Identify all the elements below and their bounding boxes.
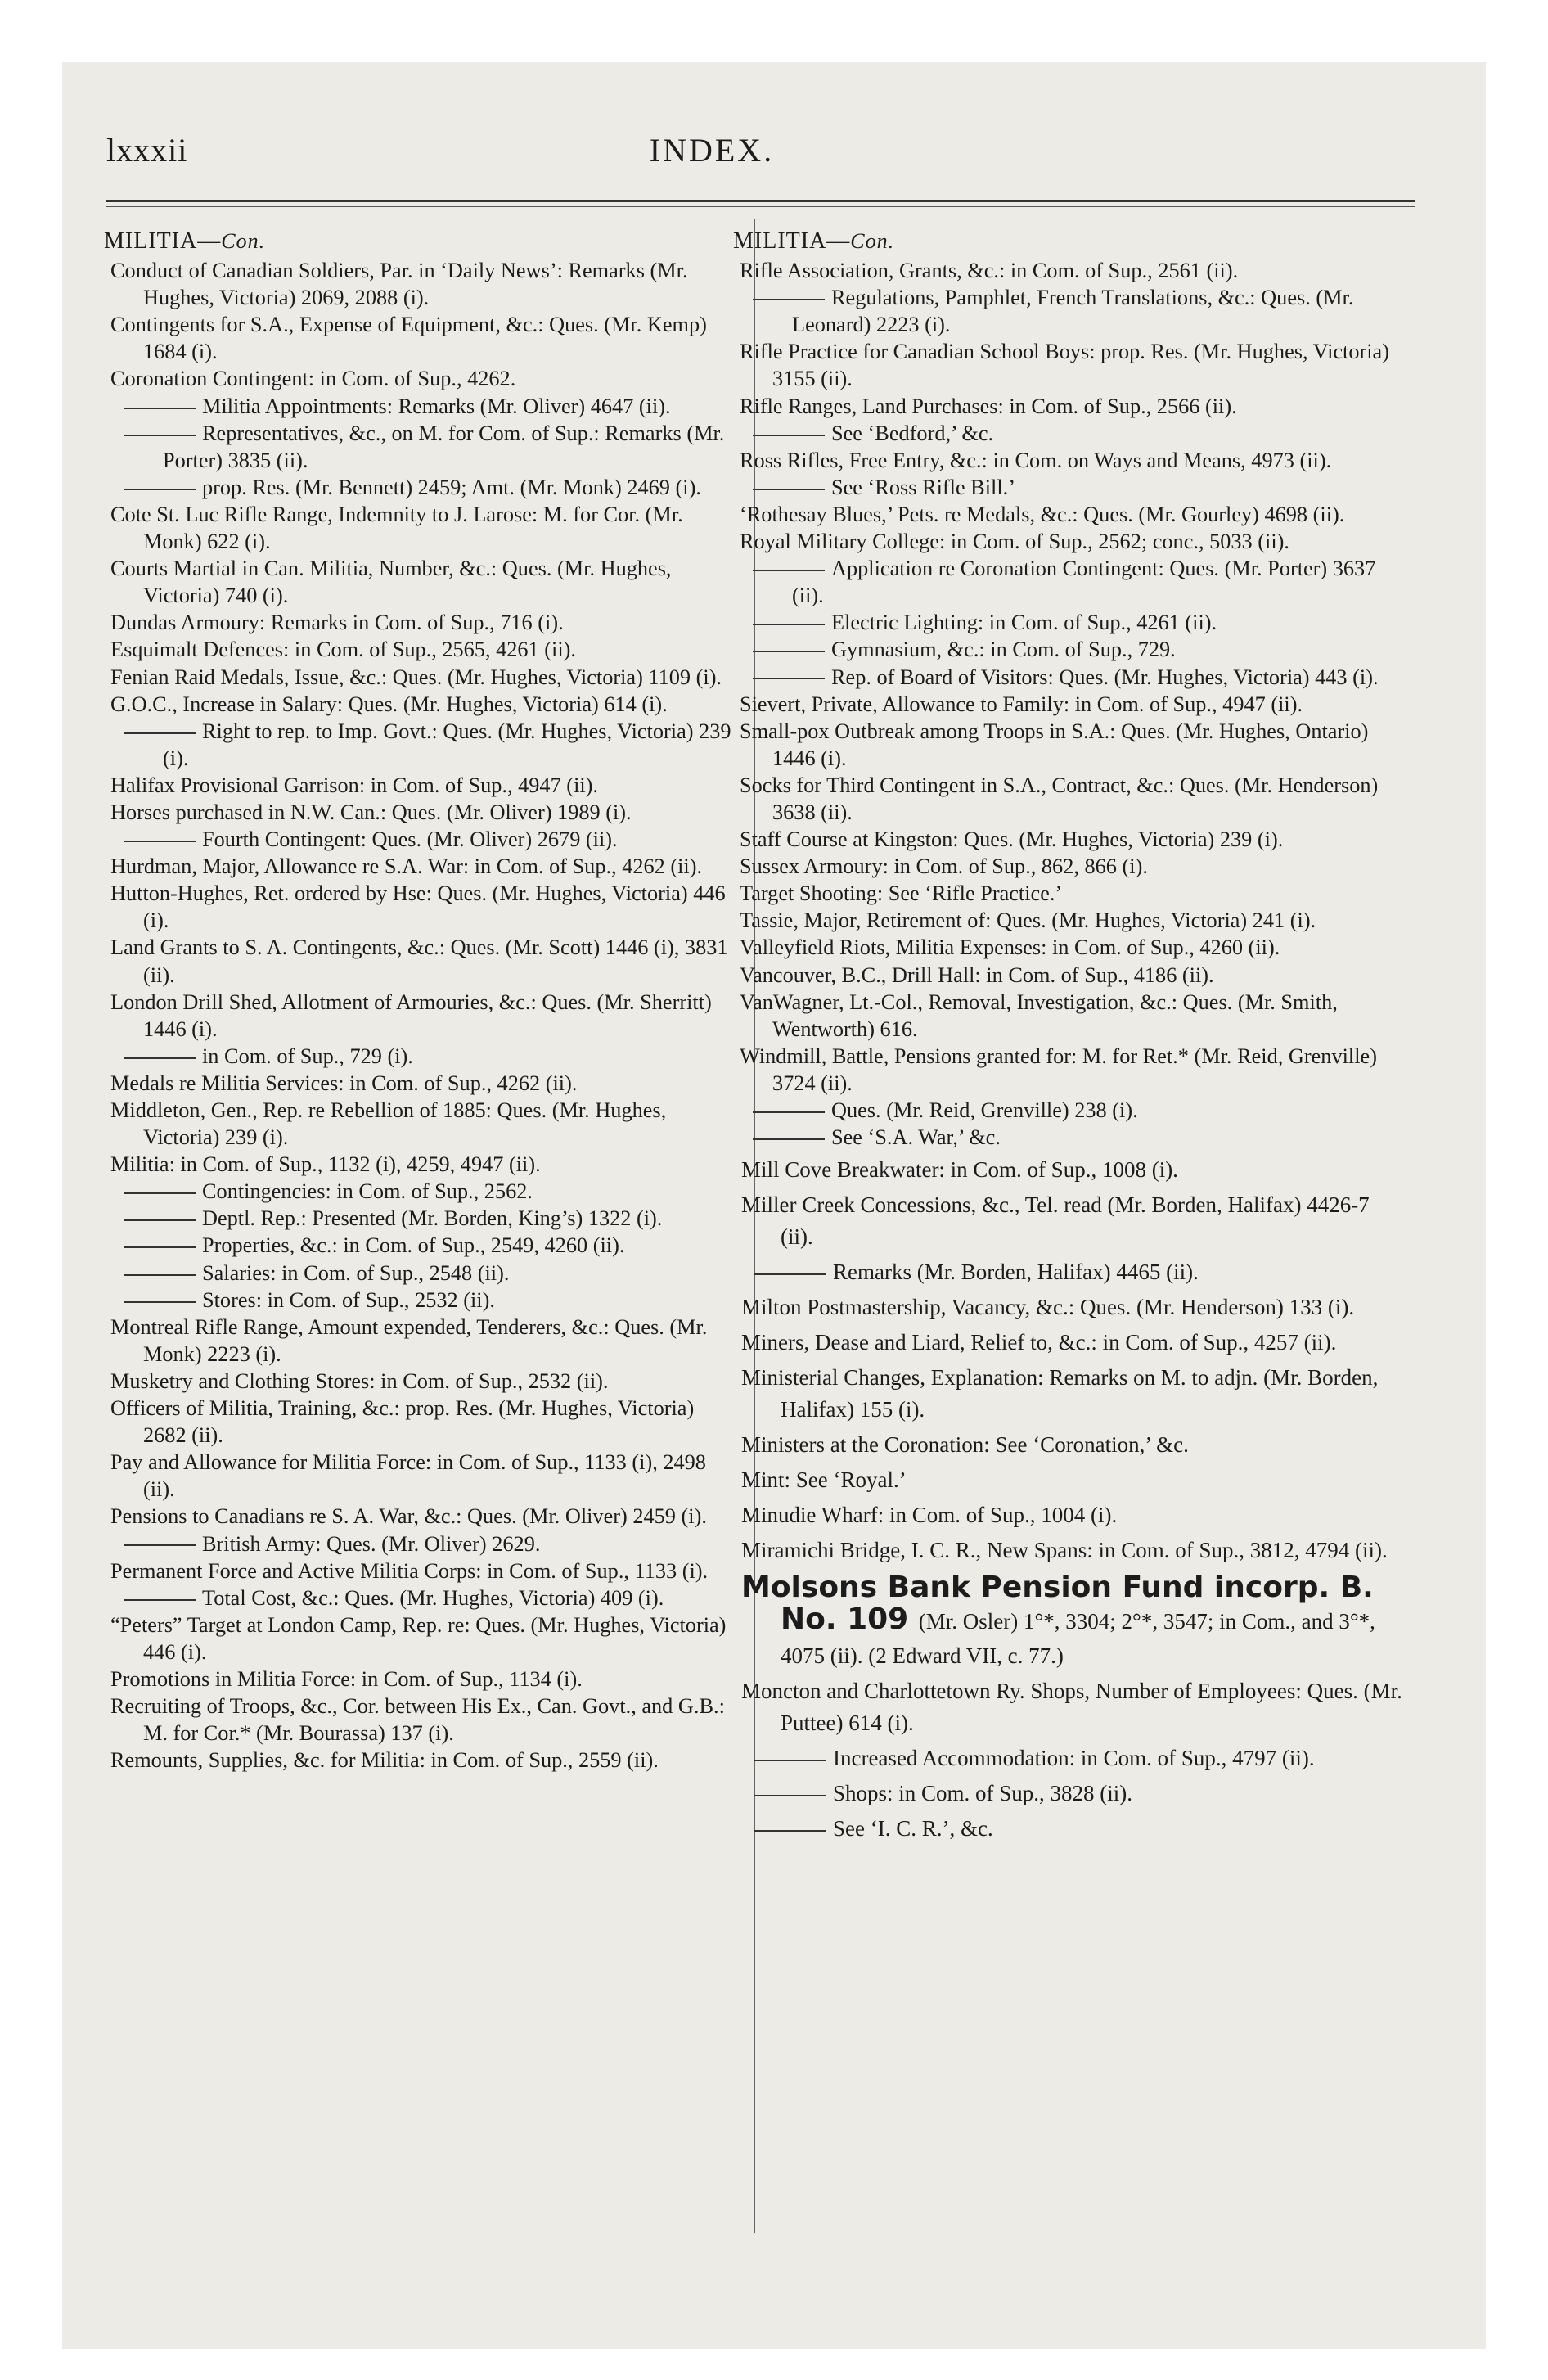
entry-text: See ‘S.A. War,’ &c. [831,1125,1001,1150]
index-entry [733,1464,1404,1496]
entry-text: Tassie, Major, Retirement of: Ques. (Mr. Hughes, Victoria) 241 (i). [740,908,1316,933]
section-heading [104,228,742,255]
index-entry [733,1043,1404,1097]
entry-text: ‘Rothesay Blues,’ Pets. re Medals, &c.: Ques. (Mr. Gourley) 4698 (ii). [740,502,1345,526]
entry-text: Salaries: in Com. of Sup., 2548 (ii). [202,1260,510,1285]
index-entry [733,989,1404,1043]
entry-text: Pensions to Canadians re S. A. War, &c.: Ques. (Mr. Oliver) 2459 (i). [110,1504,707,1529]
index-entry [733,853,1404,880]
index-entry [104,1314,742,1368]
index-entry [733,691,1404,718]
index-entry [733,718,1404,772]
index-entry [733,1362,1404,1426]
ditto-dash [754,1760,826,1761]
entry-text: Increased Accommodation: in Com. of Sup., 4797 (ii). [833,1746,1315,1771]
ditto-dash [124,732,196,734]
entry-text: Officers of Militia, Training, &c.: prop. Res. (Mr. Hughes, Victoria) 2682 (ii). [110,1396,695,1448]
index-entry [104,1693,742,1747]
index-entry [104,1747,742,1774]
index-entry [104,365,742,392]
entry-text: Small-pox Outbreak among Troops in S.A.: Ques. (Mr. Hughes, Ontario) 1446 (i). [740,719,1369,770]
entry-text: Esquimalt Defences: in Com. of Sup., 2565, 4261 (ii). [110,638,576,662]
index-entry [733,1291,1404,1323]
index-subentry [104,1260,742,1287]
index-entry [733,1535,1404,1566]
right-main-entry-list [733,1154,1404,1566]
index-entry [104,664,742,691]
ditto-dash [124,1544,196,1546]
section-heading-cont: Con. [850,229,895,253]
entry-text: Militia Appointments: Remarks (Mr. Oliver) 4647 (ii). [202,394,671,418]
index-entry [104,1666,742,1693]
entry-text: Electric Lighting: in Com. of Sup., 4261 (ii). [831,611,1217,635]
entry-text: See ‘Bedford,’ &c. [831,421,994,445]
index-subentry [104,474,742,501]
index-entry [104,257,742,311]
section-heading-cont: Con. [221,229,266,253]
entry-text: G.O.C., Increase in Salary: Ques. (Mr. Hughes, Victoria) 614 (i). [110,692,668,716]
index-subentry [733,474,1404,501]
index-subentry [104,1043,742,1070]
entry-text: Hurdman, Major, Allowance re S.A. War: in Com. of Sup., 4262 (ii). [110,854,703,879]
index-subentry [733,609,1404,636]
entry-text: Right to rep. to Imp. Govt.: Ques. (Mr. Hughes, Victoria) 239 (i). [163,719,731,770]
ditto-dash [124,1219,196,1221]
index-entry [104,1097,742,1151]
entry-text: London Drill Shed, Allotment of Armouries, &c.: Ques. (Mr. Sherritt) 1446 (i). [110,989,712,1041]
entry-text: Conduct of Canadian Soldiers, Par. in ‘Daily News’: Remarks (Mr. Hughes, Victoria) 2069, 2088 (i). [110,259,688,310]
entry-text: Socks for Third Contingent in S.A., Contract, &c.: Ques. (Mr. Henderson) 3638 (ii). [740,773,1379,824]
index-entry [104,609,742,636]
index-entry [104,1395,742,1449]
index-entry [104,934,742,988]
index-entry [733,1327,1404,1359]
entry-text: Rifle Ranges, Land Purchases: in Com. of Sup., 2566 (ii). [740,394,1237,418]
index-entry [104,501,742,555]
index-subentry [733,1256,1404,1288]
entry-text: Minudie Wharf: in Com. of Sup., 1004 (i). [741,1503,1118,1528]
index-subentry [104,718,742,772]
ditto-dash [124,408,196,409]
ditto-dash [753,1138,825,1140]
ditto-dash [753,489,825,490]
index-entry [104,853,742,880]
bold-bill-details: (Mr. Osler) 1°*, 3304; 2°*, 3547; in Com., and 3°*, 4075 (ii). (2 Edward VII, c. 77.) [781,1609,1375,1669]
ditto-dash [124,1274,196,1276]
ditto-dash [124,841,196,842]
entry-text: Vancouver, B.C., Drill Hall: in Com. of Sup., 4186 (ii). [740,962,1214,987]
ditto-dash [753,624,825,625]
entry-text: Ministers at the Coronation: See ‘Coronation,’ &c. [741,1432,1189,1458]
index-entry [733,257,1404,284]
section-heading [733,228,1404,255]
index-subentry [733,636,1404,663]
index-subentry [733,1813,1404,1845]
entry-text: Ques. (Mr. Reid, Grenville) 238 (i). [831,1098,1138,1122]
entry-text: Miramichi Bridge, I. C. R., New Spans: in Com. of Sup., 3812, 4794 (ii). [741,1538,1388,1563]
entry-text: Fourth Contingent: Ques. (Mr. Oliver) 2679 (ii). [202,827,618,852]
index-subentry [733,1124,1404,1151]
index-entry [104,772,742,799]
ditto-dash [754,1795,826,1796]
index-entry [733,501,1404,528]
entry-text: Properties, &c.: in Com. of Sup., 2549, 4260 (ii). [202,1233,625,1258]
index-entry [104,989,742,1043]
entry-text: British Army: Ques. (Mr. Oliver) 2629. [202,1531,541,1556]
page-header [0,131,1424,180]
entry-text: Rep. of Board of Visitors: Ques. (Mr. Hughes, Victoria) 443 (i). [831,665,1379,689]
right-main-entry-list-after [733,1675,1404,1845]
index-entry [733,907,1404,934]
index-subentry [104,1178,742,1205]
index-entry [733,338,1404,392]
ditto-dash [753,435,825,436]
entry-text: Milton Postmastership, Vacancy, &c.: Ques. (Mr. Henderson) 133 (i). [741,1295,1355,1320]
right-column [733,228,1404,1845]
index-entry [104,1368,742,1395]
entry-text: Dundas Armoury: Remarks in Com. of Sup., 716 (i). [110,611,564,635]
ditto-dash [124,489,196,490]
index-subentry [104,1530,742,1557]
entry-text: Contingencies: in Com. of Sup., 2562. [202,1179,533,1204]
ditto-dash [124,1246,196,1248]
bold-bill-entry [733,1571,1404,1672]
index-entry [733,393,1404,420]
index-entry [733,528,1404,555]
entry-text: VanWagner, Lt.-Col., Removal, Investigation, &c.: Ques. (Mr. Smith, Wentworth) 616. [740,989,1338,1041]
index-entry [104,555,742,609]
entry-text: Deptl. Rep.: Presented (Mr. Borden, King’s) 1322 (i). [202,1206,663,1231]
entry-text: Shops: in Com. of Sup., 3828 (ii). [833,1781,1133,1806]
ditto-dash [753,651,825,652]
entry-text: Staff Course at Kingston: Ques. (Mr. Hughes, Victoria) 239 (i). [740,827,1284,852]
ditto-dash [753,299,825,300]
entry-text: Remounts, Supplies, &c. for Militia: in Com. of Sup., 2559 (ii). [110,1748,659,1773]
entry-text: See ‘I. C. R.’, &c. [833,1816,993,1841]
index-subentry [733,555,1404,609]
index-subentry [104,1287,742,1314]
index-subentry [104,1205,742,1232]
left-column [104,228,742,1774]
entry-text: Middleton, Gen., Rep. re Rebellion of 1885: Ques. (Mr. Hughes, Victoria) 239 (i). [110,1098,667,1150]
entry-text: Coronation Contingent: in Com. of Sup., 4262. [110,367,516,391]
index-entry [104,636,742,663]
entry-text: Horses purchased in N.W. Can.: Ques. (Mr. Oliver) 1989 (i). [110,800,632,824]
entry-text: Target Shooting: See ‘Rifle Practice.’ [740,881,1063,906]
entry-text: Royal Military College: in Com. of Sup., 2562; conc., 5033 (ii). [740,530,1289,554]
entry-text: Fenian Raid Medals, Issue, &c.: Ques. (Mr. Hughes, Victoria) 1109 (i). [110,665,722,689]
index-entry [104,1503,742,1530]
index-subentry [104,826,742,853]
index-entry [733,934,1404,961]
entry-text: Stores: in Com. of Sup., 2532 (ii). [202,1287,495,1312]
entry-text: in Com. of Sup., 729 (i). [202,1044,413,1068]
entry-text: Gymnasium, &c.: in Com. of Sup., 729. [831,638,1176,662]
entry-text: Total Cost, &c.: Ques. (Mr. Hughes, Victoria) 409 (i). [202,1585,664,1610]
index-entry [104,1449,742,1503]
index-subentry [733,1097,1404,1124]
entry-text: Windmill, Battle, Pensions granted for: M. for Ret.* (Mr. Reid, Grenville) 3724 (ii). [740,1044,1377,1095]
entry-text: Rifle Practice for Canadian School Boys: prop. Res. (Mr. Hughes, Victoria) 3155 (ii). [740,340,1389,391]
ditto-dash [754,1830,826,1832]
index-entry [104,1070,742,1097]
entry-text: Courts Martial in Can. Militia, Number, &c.: Ques. (Mr. Hughes, Victoria) 740 (i). [110,557,672,608]
entry-text: Halifax Provisional Garrison: in Com. of Sup., 4947 (ii). [110,773,599,797]
ditto-dash [124,435,196,436]
index-entry [733,1154,1404,1186]
entry-text: Medals re Militia Services: in Com. of Sup., 4262 (ii). [110,1071,578,1095]
index-entry [104,691,742,718]
index-subentry [733,420,1404,447]
index-entry [733,1189,1404,1253]
index-subentry [733,284,1404,338]
ditto-dash [753,570,825,571]
ditto-dash [753,1111,825,1113]
index-entry [733,826,1404,853]
index-entry [104,1557,742,1584]
ditto-dash [754,1273,826,1275]
index-entry [733,880,1404,907]
index-subentry [104,1584,742,1611]
header-rule-thin [106,206,1415,207]
entry-text: Ross Rifles, Free Entry, &c.: in Com. on Ways and Means, 4973 (ii). [740,448,1332,472]
entry-text: Montreal Rifle Range, Amount expended, Tenderers, &c.: Ques. (Mr. Monk) 2223 (i). [110,1314,708,1366]
index-entry [104,1611,742,1666]
index-subentry [733,1778,1404,1810]
index-subentry [733,1742,1404,1774]
entry-text: Ministerial Changes, Explanation: Remarks on M. to adjn. (Mr. Borden, Halifax) 155 (i). [741,1365,1379,1422]
ditto-dash [124,1599,196,1601]
entry-text: prop. Res. (Mr. Bennett) 2459; Amt. (Mr. Monk) 2469 (i). [202,475,701,499]
left-entry-list [104,257,742,1774]
entry-text: Land Grants to S. A. Contingents, &c.: Ques. (Mr. Scott) 1446 (i), 3831 (ii). [110,935,728,987]
index-entry [733,962,1404,989]
right-entry-list [733,257,1404,1151]
entry-text: Promotions in Militia Force: in Com. of Sup., 1134 (i). [110,1666,583,1691]
entry-text: Regulations, Pamphlet, French Translations, &c.: Ques. (Mr. Leonard) 2223 (i). [792,286,1354,337]
index-entry [733,1429,1404,1461]
index-subentry [104,393,742,420]
ditto-dash [124,1192,196,1194]
page-number: lxxxii [106,132,188,169]
entry-text: Recruiting of Troops, &c., Cor. between His Ex., Can. Govt., and G.B.: M. for Cor.* (Mr. Bourassa) 137 (i). [110,1694,725,1746]
index-entry [733,1675,1404,1739]
entry-text: Permanent Force and Active Militia Corps: in Com. of Sup., 1133 (i). [110,1558,709,1583]
ditto-dash [124,1057,196,1059]
entry-text: Remarks (Mr. Borden, Halifax) 4465 (ii). [833,1260,1199,1285]
entry-text: Rifle Association, Grants, &c.: in Com. of Sup., 2561 (ii). [740,259,1239,283]
entry-text: Pay and Allowance for Militia Force: in Com. of Sup., 1133 (i), 2498 (ii). [110,1450,706,1502]
entry-text: Application re Coronation Contingent: Ques. (Mr. Porter) 3637 (ii). [792,557,1376,608]
entry-text: “Peters” Target at London Camp, Rep. re: Ques. (Mr. Hughes, Victoria) 446 (i). [110,1612,727,1664]
index-entry [104,880,742,934]
index-entry [733,447,1404,474]
entry-text: Valleyfield Riots, Militia Expenses: in Com. of Sup., 4260 (ii). [740,935,1280,960]
entry-text: Representatives, &c., on M. for Com. of Sup.: Remarks (Mr. Porter) 3835 (ii). [163,421,725,472]
entry-text: Sievert, Private, Allowance to Family: in Com. of Sup., 4947 (ii). [740,692,1303,716]
index-entry [104,1151,742,1178]
running-head: INDEX. [649,132,775,169]
entry-text: Miller Creek Concessions, &c., Tel. read (Mr. Borden, Halifax) 4426-7 (ii). [741,1192,1370,1250]
bold-bill-title: Molsons Bank Pension Fund incorp. B. No. 109 [741,1571,1374,1637]
entry-text: Moncton and Charlottetown Ry. Shops, Number of Employees: Ques. (Mr. Puttee) 614 (i). [741,1679,1402,1736]
entry-text: Contingents for S.A., Expense of Equipment, &c.: Ques. (Mr. Kemp) 1684 (i). [110,313,707,364]
entry-text: Cote St. Luc Rifle Range, Indemnity to J. Larose: M. for Cor. (Mr. Monk) 622 (i). [110,502,683,554]
entry-text: Miners, Dease and Liard, Relief to, &c.: in Com. of Sup., 4257 (ii). [741,1330,1337,1355]
entry-text: See ‘Ross Rifle Bill.’ [831,475,1015,499]
index-subentry [104,420,742,474]
index-subentry [733,664,1404,691]
header-rule-thick [106,200,1415,202]
index-entry [104,311,742,365]
index-entry [733,1499,1404,1531]
index-subentry [104,1232,742,1259]
entry-text: Sussex Armoury: in Com. of Sup., 862, 866 (i). [740,854,1148,879]
entry-text: Hutton-Hughes, Ret. ordered by Hse: Ques. (Mr. Hughes, Victoria) 446 (i). [110,881,726,933]
entry-text: Mint: See ‘Royal.’ [741,1467,907,1493]
entry-text: Mill Cove Breakwater: in Com. of Sup., 1008 (i). [741,1157,1178,1183]
entry-text: Militia: in Com. of Sup., 1132 (i), 4259, 4947 (ii). [110,1152,541,1177]
index-entry [733,772,1404,826]
entry-text: Musketry and Clothing Stores: in Com. of Sup., 2532 (ii). [110,1368,609,1393]
ditto-dash [753,678,825,679]
section-heading-text: MILITIA— [104,228,222,254]
index-entry [104,799,742,826]
section-heading-text: MILITIA— [733,228,851,254]
ditto-dash [124,1301,196,1303]
